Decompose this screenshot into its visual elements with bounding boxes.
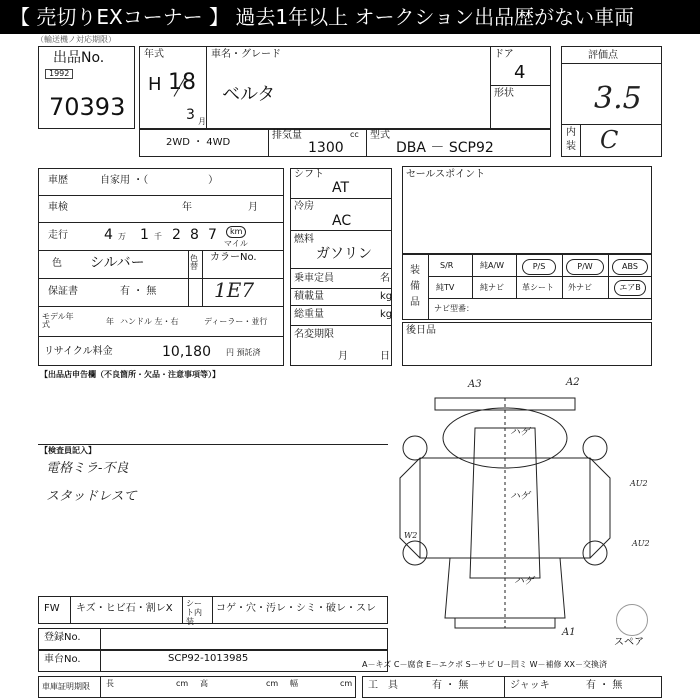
year-label: 年式 — [144, 49, 164, 60]
mileage-km: km — [226, 226, 246, 238]
diagram-au2-2: AU2 — [632, 539, 650, 548]
damage-items: キズ・ヒビ石・割レX — [76, 603, 173, 614]
score-label: 評価点 — [588, 50, 618, 61]
color-no-value: 1E7 — [214, 278, 255, 302]
legend-codes: A－キズ C－腐食 E－エクボ S－サビ U－凹ミ W－補修 XX－交換済 — [362, 660, 608, 669]
equip-abs: ABS — [612, 259, 648, 275]
interior-label-2: 装 — [566, 141, 576, 152]
spare-label: スペア — [614, 637, 644, 648]
fuel-label: 燃料 — [294, 234, 314, 245]
displacement-unit: cc — [350, 130, 359, 139]
model-value: DBA － SCP92 — [396, 140, 494, 156]
accessories-label: 後日品 — [406, 325, 436, 336]
change-date-month: 月 — [338, 351, 348, 362]
inspector-line2: スタッドレスて — [46, 489, 137, 504]
model-year-year: 年 — [106, 317, 114, 326]
door-label: ドア — [494, 49, 514, 60]
equip-ps: P/S — [522, 259, 556, 275]
jack-label: ジャッキ — [510, 680, 550, 691]
shift-value: AT — [332, 180, 350, 196]
displacement-value: 1300 — [308, 140, 344, 156]
spare-circle — [616, 604, 648, 636]
diagram-au2-1: AU2 — [630, 479, 648, 488]
warranty-value: 有 ・ 無 — [120, 286, 157, 297]
lot-number: 70393 — [49, 93, 126, 121]
change-date-day: 日 — [380, 351, 390, 362]
change-date-label: 名変期限 — [294, 329, 334, 340]
diagram-a1: A1 — [562, 627, 576, 638]
diagram-roof-note: ハゲ — [510, 491, 530, 502]
weight-unit: kg — [380, 309, 393, 320]
diagram-wheel-lf — [403, 436, 427, 460]
door-value: 4 — [514, 62, 526, 83]
mileage-label: 走行 — [48, 230, 68, 241]
equip-nav: 純ナビ — [480, 283, 504, 292]
mileage-d3: 2 — [172, 227, 181, 243]
recycle-unit: 円 預託済 — [226, 348, 261, 357]
fuel-value: ガソリン — [316, 246, 372, 262]
dealer-value: ディーラー・並行 — [204, 317, 268, 326]
diagram-hood-note: ハゲ — [510, 427, 530, 438]
shift-label: シフト — [294, 169, 324, 180]
ac-value: AC — [332, 213, 352, 229]
lot-box — [38, 46, 135, 129]
proof-long-unit: cm — [176, 679, 189, 688]
mileage-u1: 万 — [118, 232, 126, 241]
inspector-line1: 電格ミラ-不良 — [46, 461, 129, 476]
jack-value: 有 ・ 無 — [586, 680, 623, 691]
inspection-year: 年 — [182, 202, 192, 213]
model-label: 型式 — [370, 130, 390, 141]
lot-sub: 1992 — [45, 69, 73, 79]
proof-width: 幅 — [290, 679, 298, 688]
displacement-label: 排気量 — [272, 130, 302, 141]
equip-tv: 純TV — [436, 283, 455, 292]
diagram-trunk-note: ハゲ — [514, 576, 534, 587]
mileage-d2: 1 — [140, 227, 149, 243]
shape-label: 形状 — [494, 88, 514, 99]
year-month-unit: 月 — [198, 117, 206, 126]
registration-row — [38, 628, 388, 650]
model-year-label: モデル年式 — [42, 312, 74, 329]
lot-label: 出品No. — [53, 50, 105, 66]
equip-ext-nav: 外ナビ — [568, 283, 592, 292]
drive-value: 2WD ・ 4WD — [166, 137, 231, 148]
year-month: 3 — [186, 107, 195, 123]
sales-point-label: セールスポイント — [406, 169, 486, 180]
interior-value: C — [600, 126, 619, 154]
nav-model-label: ナビ型番： — [434, 304, 474, 313]
car-diagram — [395, 378, 680, 638]
damage-items-2: コゲ・穴・汚レ・シミ・破レ・スレ — [216, 603, 376, 614]
equip-aw: 純A/W — [480, 261, 505, 270]
load-unit: kg — [380, 291, 393, 302]
equip-sr: S/R — [440, 261, 454, 270]
accessories-box — [402, 322, 652, 366]
diagram-right-side — [590, 458, 610, 558]
color-no-label: カラーNo. — [210, 252, 257, 263]
inspection-month: 月 — [248, 202, 258, 213]
color-value: シルバー — [90, 255, 145, 271]
name-label: 車名・グレード — [211, 49, 281, 60]
proof-high-unit: cm — [266, 679, 279, 688]
history-value: 自家用 ・（ ） — [100, 175, 219, 186]
proof-long: 長 — [106, 679, 114, 688]
proof-high: 高 — [200, 679, 208, 688]
registration-label: 登録No. — [44, 632, 81, 643]
warranty-label: 保証書 — [48, 286, 78, 297]
capacity-unit: 名 — [380, 273, 390, 284]
diagram-w2: W2 — [404, 531, 418, 540]
mileage-d4: 8 — [190, 227, 199, 243]
top-note: （輸送機ノ対応期限） — [36, 35, 116, 44]
proof-label: 車庫証明期限 — [42, 682, 90, 691]
weight-label: 総重量 — [294, 309, 324, 320]
year-value: 18 — [168, 70, 196, 95]
inspector-label: 【検査員記入】 — [40, 446, 96, 455]
mileage-u2: 千 — [154, 232, 162, 241]
year-era: H — [148, 74, 162, 95]
equip-airbag: エアB — [614, 280, 646, 296]
diagram-a3: A3 — [468, 379, 482, 390]
mileage-d1: 4 — [104, 227, 113, 243]
banner-title: 【 売切りEXコーナー 】 過去1年以上 オークション出品歴がない車両 — [0, 0, 700, 34]
history-label: 車歴 — [48, 175, 68, 186]
recycle-value: 10,180 — [162, 344, 211, 360]
equipment-label-1: 装 — [410, 265, 420, 276]
seat-label: シート内装 — [186, 599, 202, 626]
proof-width-unit: cm — [340, 679, 353, 688]
load-label: 積載量 — [294, 291, 324, 302]
score-value: 3.5 — [594, 81, 642, 116]
interior-label-1: 内 — [566, 127, 576, 138]
equipment-label-2: 備 — [410, 281, 420, 292]
color-change-label: 色替 — [190, 254, 198, 271]
equipment-label-3: 品 — [410, 297, 420, 308]
color-label: 色 — [52, 258, 62, 269]
tools-value: 有 ・ 無 — [432, 680, 469, 691]
equip-leather: 革シート — [522, 283, 554, 292]
inspection-label: 車検 — [48, 202, 68, 213]
capacity-label: 乗車定員 — [294, 273, 334, 284]
tools-label: 工 具 — [368, 680, 398, 691]
ac-label: 冷房 — [294, 201, 314, 212]
chassis-value: SCP92-1013985 — [168, 653, 249, 664]
mileage-d5: 7 — [208, 227, 217, 243]
handle-value: ハンドル 左・右 — [120, 317, 179, 326]
mileage-mile: マイル — [224, 239, 248, 248]
name-value: ベルタ — [222, 84, 276, 105]
chassis-label: 車台No. — [44, 654, 81, 665]
diagram-wheel-rf — [583, 436, 607, 460]
equip-pw: P/W — [566, 259, 604, 275]
diagram-a2-top: A2 — [566, 377, 580, 388]
recycle-label: リサイクル料金 — [44, 346, 113, 357]
diagram-left-side — [400, 458, 420, 558]
fw-label: FW — [44, 603, 60, 614]
declaration-label: 【出品店申告欄（不良箇所・欠品・注意事項等）】 — [40, 370, 220, 379]
